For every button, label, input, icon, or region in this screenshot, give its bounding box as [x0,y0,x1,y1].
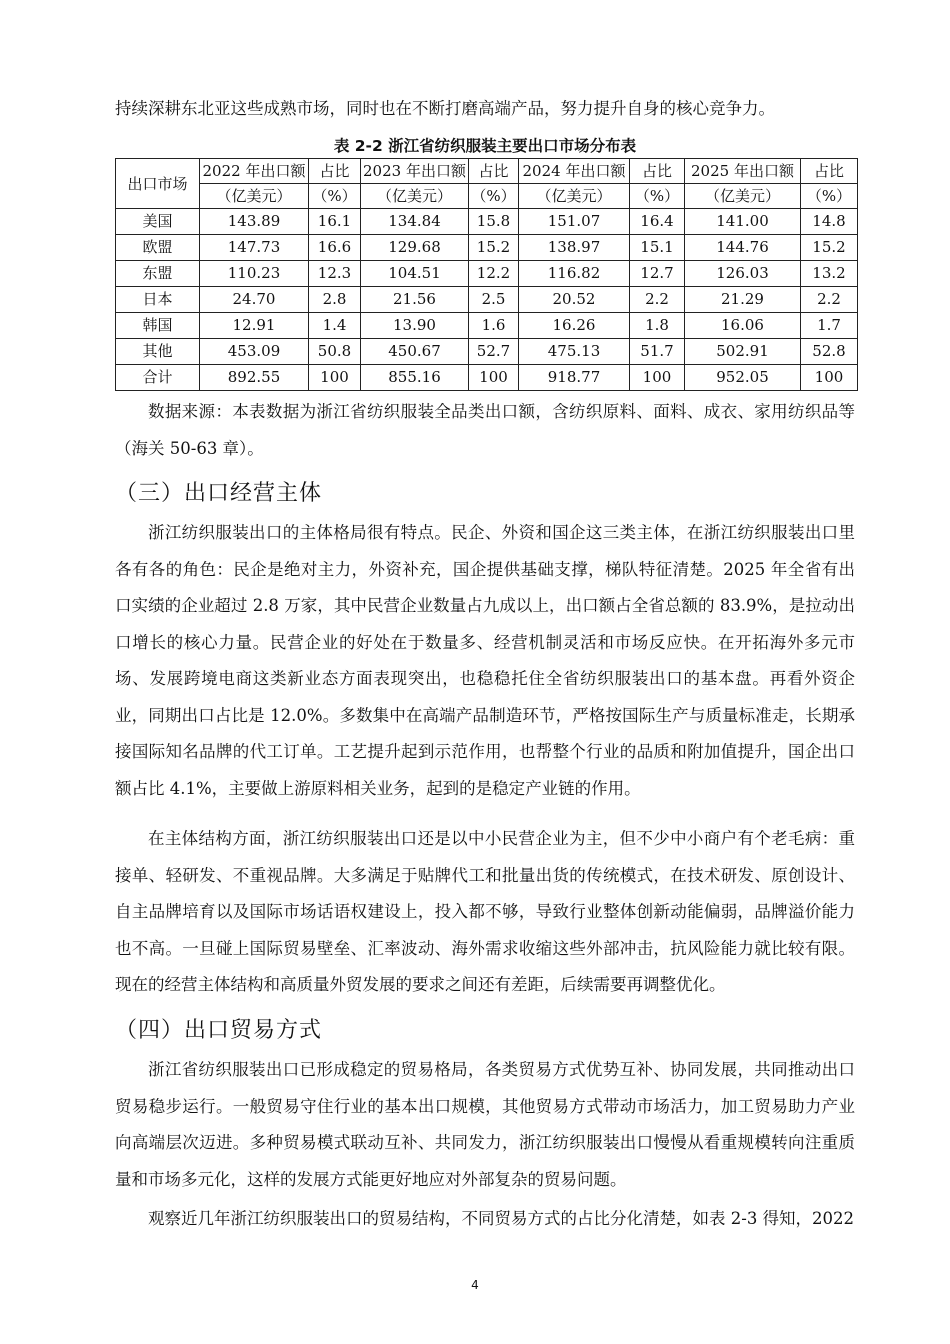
header-unit: （%） [630,184,685,209]
header-col: 占比 [801,159,858,184]
table-cell: 12.91 [200,313,309,339]
export-market-table [115,158,858,391]
header-col: 占比 [309,159,361,184]
market-name-cell: 欧盟 [116,235,200,261]
header-col: 占比 [469,159,519,184]
table-row [116,339,858,365]
table-cell: 151.07 [519,209,630,235]
table-cell: 855.16 [361,365,469,391]
table-cell: 16.6 [309,235,361,261]
market-name-cell: 其他 [116,339,200,365]
table-cell: 16.4 [630,209,685,235]
table-header-row [116,159,858,184]
table-row [116,235,858,261]
table-cell: 16.06 [685,313,801,339]
table-cell: 100 [630,365,685,391]
table-header-row [116,184,858,209]
table-cell: 138.97 [519,235,630,261]
page-number: 4 [471,1278,479,1292]
header-unit: （%） [801,184,858,209]
table-cell: 51.7 [630,339,685,365]
table-caption: 表 2-2 浙江省纺织服装主要出口市场分布表 [333,137,637,155]
table-row [116,313,858,339]
table-cell: 502.91 [685,339,801,365]
section-heading: （四）出口贸易方式 [115,1018,323,1043]
table-cell: 15.8 [469,209,519,235]
table-cell: 952.05 [685,365,801,391]
table-row [116,209,858,235]
paragraph: 观察近几年浙江纺织服装出口的贸易结构，不同贸易方式的占比分化清楚，如表 2-3 得知，2022 [148,1209,855,1228]
table-cell: 15.2 [801,235,858,261]
table-cell: 110.23 [200,261,309,287]
table-cell: 20.52 [519,287,630,313]
header-unit: （%） [469,184,519,209]
table-cell: 147.73 [200,235,309,261]
market-name-cell: 韩国 [116,313,200,339]
table-cell: 2.2 [630,287,685,313]
table-cell: 2.5 [469,287,519,313]
table-cell: 100 [469,365,519,391]
table-cell: 126.03 [685,261,801,287]
header-col: 2025 年出口额 [685,159,801,184]
table-cell: 116.82 [519,261,630,287]
table-cell: 100 [309,365,361,391]
table-cell: 2.8 [309,287,361,313]
table-cell: 1.7 [801,313,858,339]
header-col: 2024 年出口额 [519,159,630,184]
market-name-cell: 东盟 [116,261,200,287]
header-col: 2023 年出口额 [361,159,469,184]
paragraph: 浙江纺织服装出口的主体格局很有特点。民企、外资和国企这三类主体，在浙江纺织服装出口里各有各的角色：民企是绝对主力，外资补充，国企提供基础支撑，梯队特征清楚。2025 年全省有出口实绩的企业超过 2.8 万家，其中民营企业数量占九成以上，出口额占全省总额的 83.9%，是拉动出口增长的核心力量。民营企业的好处在于数量多、经营机制灵活和市场反应快。在开拓海外多元市场、发展跨境电商这类新业态方面表现突出，也稳稳托住全省纺织服装出口的基本盘。再看外资企业，同期出口占比是 12.0%。多数集中在高端产品制造环节，严格按国际生产与质量标准走，长期承接国际知名品牌的代工订单。工艺提升起到示范作用，也帮整个行业的品质和附加值提升，国企出口额占比 4.1%，主要做上游原料相关业务，起到的是稳定产业链的作用。 [115,523,855,798]
table-cell: 892.55 [200,365,309,391]
header-market: 出口市场 [116,159,200,209]
header-unit: （%） [309,184,361,209]
table-cell: 21.56 [361,287,469,313]
table-cell: 13.90 [361,313,469,339]
table-cell: 15.2 [469,235,519,261]
table-cell: 134.84 [361,209,469,235]
table-cell: 12.3 [309,261,361,287]
table-cell: 50.8 [309,339,361,365]
table-source-note: 数据来源：本表数据为浙江省纺织服装全品类出口额，含纺织原料、面料、成衣、家用纺织品等（海关 50-63 章）。 [115,402,855,458]
table-cell: 15.1 [630,235,685,261]
table-cell: 12.2 [469,261,519,287]
table-cell: 129.68 [361,235,469,261]
table-cell: 16.26 [519,313,630,339]
table-cell: 143.89 [200,209,309,235]
table-cell: 24.70 [200,287,309,313]
market-name-cell: 美国 [116,209,200,235]
market-name-cell: 合计 [116,365,200,391]
table-cell: 141.00 [685,209,801,235]
header-unit: （亿美元） [519,184,630,209]
table-cell: 1.6 [469,313,519,339]
intro-line: 持续深耕东北亚这些成熟市场，同时也在不断打磨高端产品，努力提升自身的核心竞争力。 [115,99,775,118]
table-cell: 14.8 [801,209,858,235]
table-cell: 104.51 [361,261,469,287]
paragraph: 浙江省纺织服装出口已形成稳定的贸易格局，各类贸易方式优势互补、协同发展，共同推动出口贸易稳步运行。一般贸易守住行业的基本出口规模，其他贸易方式带动市场活力，加工贸易助力产业向高端层次迈进。多种贸易模式联动互补、共同发力，浙江纺织服装出口慢慢从看重规模转向注重质量和市场多元化，这样的发展方式能更好地应对外部复杂的贸易问题。 [115,1060,855,1189]
table-cell: 100 [801,365,858,391]
table-cell: 1.4 [309,313,361,339]
table-cell: 16.1 [309,209,361,235]
table-cell: 13.2 [801,261,858,287]
table-cell: 52.8 [801,339,858,365]
table-cell: 453.09 [200,339,309,365]
table-row [116,261,858,287]
table-row [116,287,858,313]
header-unit: （亿美元） [200,184,309,209]
paragraph: 在主体结构方面，浙江纺织服装出口还是以中小民营企业为主，但不少中小商户有个老毛病：重接单、轻研发、不重视品牌。大多满足于贴牌代工和批量出货的传统模式，在技术研发、原创设计、自主品牌培育以及国际市场话语权建设上，投入都不够，导致行业整体创新动能偏弱，品牌溢价能力也不高。一旦碰上国际贸易壁垒、汇率波动、海外需求收缩这些外部冲击，抗风险能力就比较有限。现在的经营主体结构和高质量外贸发展的要求之间还有差距，后续需要再调整优化。 [115,829,855,994]
table-cell: 12.7 [630,261,685,287]
section-heading: （三）出口经营主体 [115,481,323,506]
table-cell: 2.2 [801,287,858,313]
table-cell: 450.67 [361,339,469,365]
market-name-cell: 日本 [116,287,200,313]
table-cell: 1.8 [630,313,685,339]
header-col: 2022 年出口额 [200,159,309,184]
table-cell: 918.77 [519,365,630,391]
table-cell: 21.29 [685,287,801,313]
table-cell: 52.7 [469,339,519,365]
table-total-row [116,365,858,391]
table-cell: 475.13 [519,339,630,365]
header-col: 占比 [630,159,685,184]
table-cell: 144.76 [685,235,801,261]
header-unit: （亿美元） [361,184,469,209]
header-unit: （亿美元） [685,184,801,209]
